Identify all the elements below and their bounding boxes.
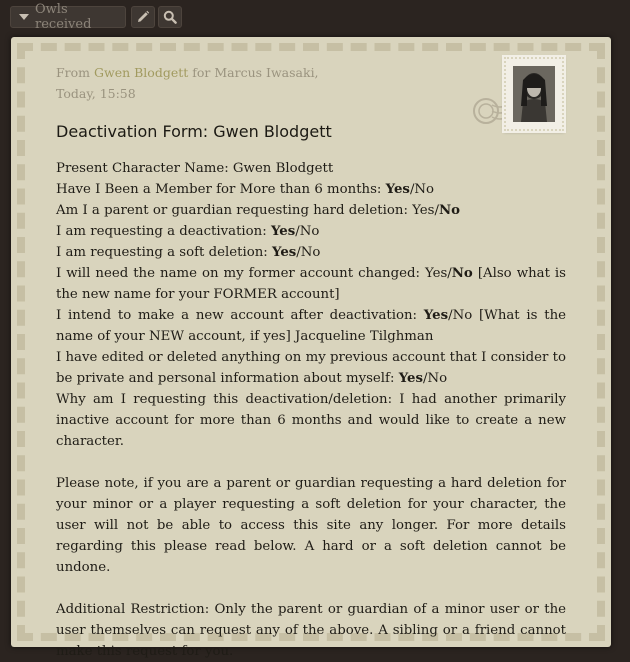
letter-title: Deactivation Form: Gwen Blodgett — [56, 122, 332, 141]
recipient-text: for Marcus Iwasaki, — [192, 65, 319, 80]
sender-link[interactable]: Gwen Blodgett — [94, 65, 189, 80]
letter-body — [56, 158, 566, 662]
dropdown-label: Owls received — [35, 2, 92, 32]
line-member-months: Have I Been a Member for More than 6 months: Yes/No — [56, 182, 435, 197]
letter-date: Today, 15:58 — [56, 86, 136, 101]
line-reason: Why am I requesting this deactivation/deletion: I had another primarily inactive account for more than 6 months and would like to create a new character. — [56, 392, 566, 449]
paragraph-restriction: Additional Restriction: Only the parent or guardian of a minor user or the user themselves can request any of the above. A sibling or a friend cannot make this request for you. — [56, 602, 566, 659]
top-toolbar — [0, 0, 630, 36]
line-edited-info: I have edited or deleted anything on my previous account that I consider to be private and personal information about myself: Yes/No — [56, 350, 566, 386]
line-name-change: I will need the name on my former account changed: Yes/No [Also what is the new name for your FORMER account] — [56, 266, 566, 302]
chevron-down-icon — [19, 14, 29, 20]
owl-letter — [11, 37, 611, 659]
stamp-portrait-icon — [504, 57, 564, 131]
line-new-account: I intend to make a new account after deactivation: Yes/No [What is the name of your NEW account, if yes] Jacqueline Tilghman — [56, 308, 566, 344]
letter-from-line — [56, 63, 319, 83]
pencil-icon — [136, 10, 150, 24]
search-icon — [163, 10, 177, 24]
line-parent-guardian: Am I a parent or guardian requesting hard deletion: Yes/No — [56, 203, 460, 218]
owls-received-dropdown[interactable] — [10, 2, 126, 32]
line-soft-deletion: I am requesting a soft deletion: Yes/No — [56, 245, 321, 260]
line-deactivation: I am requesting a deactivation: Yes/No — [56, 224, 320, 239]
paragraph-note: Please note, if you are a parent or guardian requesting a hard deletion for your minor or a player requesting a soft deletion for your character, the user will not be able to access this site any longer. For more details regarding this please read below. A hard or a soft deletion cannot be undone. — [56, 476, 566, 575]
edit-button[interactable] — [131, 6, 155, 28]
from-prefix: From — [56, 65, 91, 80]
search-button[interactable] — [158, 6, 182, 28]
line-character-name: Present Character Name: Gwen Blodgett — [56, 161, 334, 176]
